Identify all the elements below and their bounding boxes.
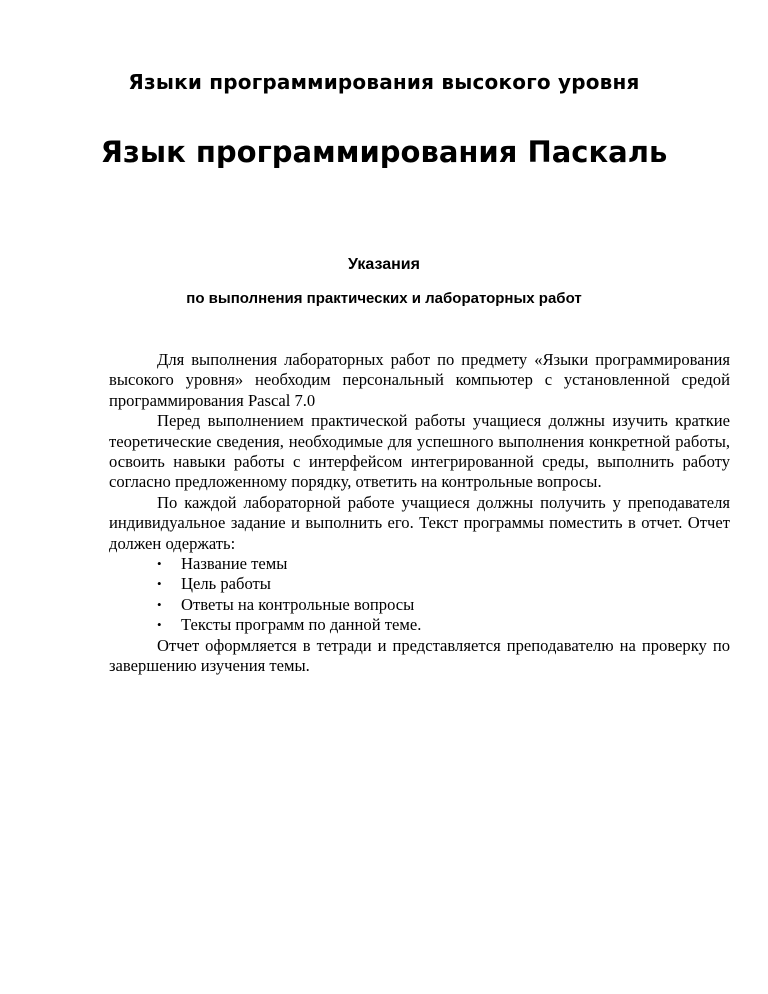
list-item <box>109 574 730 594</box>
bullet-icon: • <box>157 617 162 633</box>
section-heading: Указания <box>348 256 420 273</box>
list-item-text: Цель работы <box>181 574 271 594</box>
list-item <box>109 554 730 574</box>
section-subheading: по выполнения практических и лабораторных работ <box>186 290 582 307</box>
body-text <box>109 350 730 677</box>
bullet-icon: • <box>157 556 162 572</box>
bullet-icon: • <box>157 576 162 592</box>
list-item-text: Название темы <box>181 554 288 574</box>
paragraph-2: Перед выполнением практической работы учащиеся должны изучить краткие теоретические сведения, необходимые для успешного выполнения конкретной работы, освоить навыки работы с интерфейсом интегрированной среды, выполнить работу согласно предложенному порядку, ответить на контрольные вопросы. <box>109 411 730 492</box>
list-item-text: Тексты программ по данной теме. <box>181 615 422 635</box>
paragraph-1: Для выполнения лабораторных работ по предмету «Языки программирования высокого уровня» необходим персональный компьютер с установленной средой программирования Pascal 7.0 <box>109 350 730 410</box>
closing-paragraph: Отчет оформляется в тетради и представляется преподавателю на проверку по завершению изучения темы. <box>109 635 730 676</box>
list-item <box>109 595 730 615</box>
list-item <box>109 615 730 635</box>
report-contents-list <box>109 554 730 636</box>
paragraph-3: По каждой лабораторной работе учащиеся должны получить у преподавателя индивидуальное задание и выполнить его. Текст программы поместить в отчет. Отчет должен одержать: <box>109 492 730 553</box>
document-subtitle: Язык программирования Паскаль <box>100 135 668 169</box>
list-item-text: Ответы на контрольные вопросы <box>181 594 415 614</box>
bullet-icon: • <box>157 596 162 612</box>
document-title: Языки программирования высокого уровня <box>128 70 640 94</box>
